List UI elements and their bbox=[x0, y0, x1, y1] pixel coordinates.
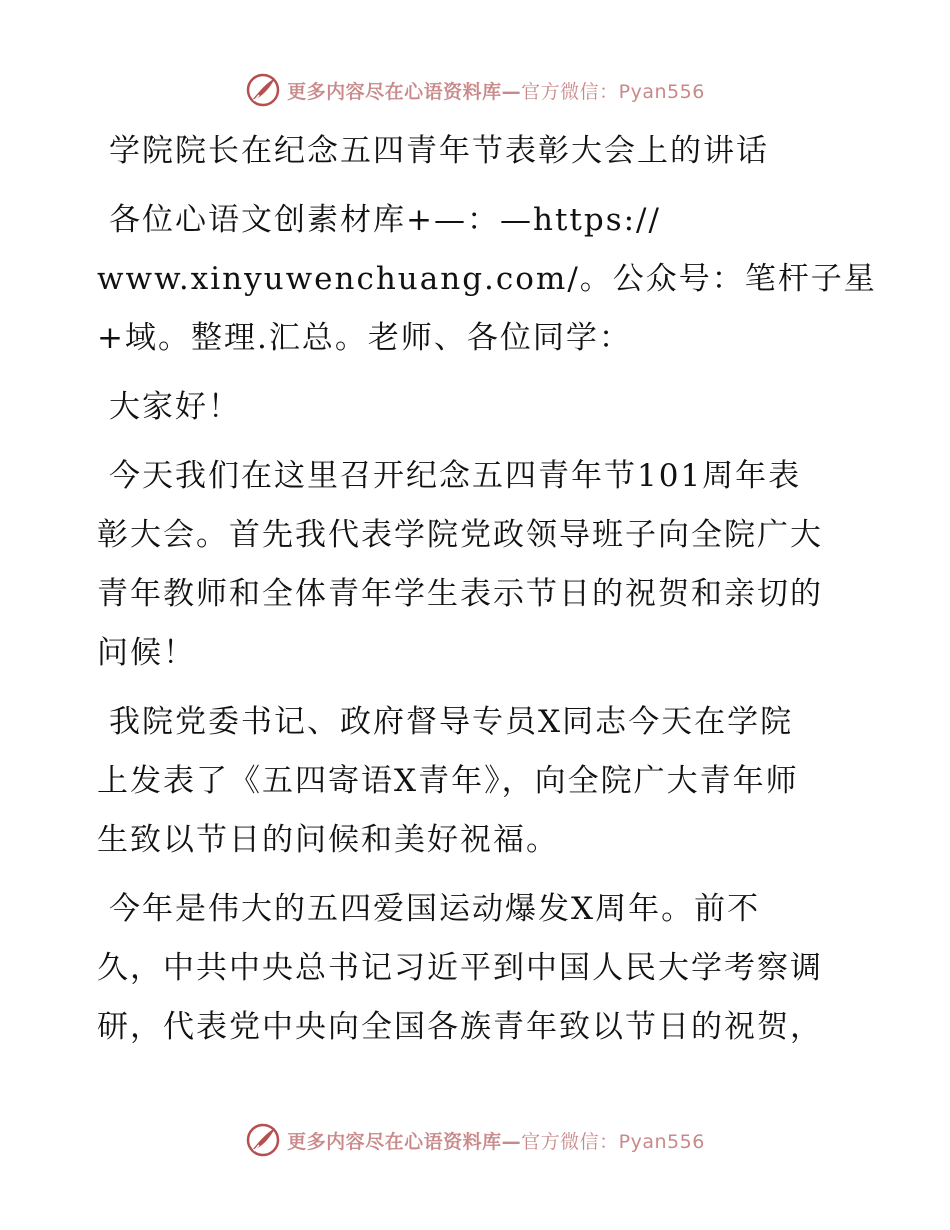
paragraph-line: 问候！ bbox=[97, 635, 196, 671]
paragraph-line: 久，中共中央总书记习近平到中国人民大学考察调 bbox=[97, 950, 823, 986]
paragraph-line: 今天我们在这里召开纪念五四青年节101周年表 bbox=[109, 458, 802, 494]
paragraph-line: 彰大会。首先我代表学院党政领导班子向全院广大 bbox=[97, 517, 823, 553]
header-banner bbox=[0, 72, 950, 108]
banner-wechat: 官方微信：Pyan556 bbox=[521, 80, 705, 103]
banner-text bbox=[287, 1127, 705, 1154]
banner-wechat: 官方微信：Pyan556 bbox=[521, 1130, 705, 1153]
paragraph-line: 我院党委书记、政府督导专员X同志今天在学院 bbox=[109, 704, 794, 740]
paragraph-line: 生致以节日的问候和美好祝福。 bbox=[97, 822, 559, 858]
banner-main: 更多内容尽在心语资料库 bbox=[287, 1130, 502, 1153]
paragraph-line: 青年教师和全体青年学生表示节日的祝贺和亲切的 bbox=[97, 576, 823, 612]
paragraph-line: 今年是伟大的五四爱国运动爆发X周年。前不 bbox=[109, 891, 761, 927]
paragraph-line: 上发表了《五四寄语X青年》，向全院广大青年师 bbox=[97, 763, 799, 799]
paragraph-line: www.xinyuwenchuang.com/。公众号：笔杆子星 bbox=[97, 261, 877, 297]
paragraph-line: 大家好！ bbox=[109, 389, 241, 425]
quill-logo-icon bbox=[245, 72, 281, 108]
paragraph-line: 各位心语文创素材库+—：—https:// bbox=[109, 202, 661, 238]
document-title: 学院院长在纪念五四青年节表彰大会上的讲话 bbox=[109, 133, 769, 169]
banner-dash: — bbox=[501, 80, 522, 103]
banner-text bbox=[287, 77, 705, 104]
footer-banner bbox=[0, 1122, 950, 1158]
paragraph-line: 研，代表党中央向全国各族青年致以节日的祝贺， bbox=[97, 1009, 823, 1045]
document-body bbox=[97, 122, 877, 1057]
paragraph-line: +域。整理.汇总。老师、各位同学： bbox=[97, 320, 632, 356]
quill-logo-icon bbox=[245, 1122, 281, 1158]
banner-main: 更多内容尽在心语资料库 bbox=[287, 80, 502, 103]
banner-dash: — bbox=[501, 1130, 522, 1153]
